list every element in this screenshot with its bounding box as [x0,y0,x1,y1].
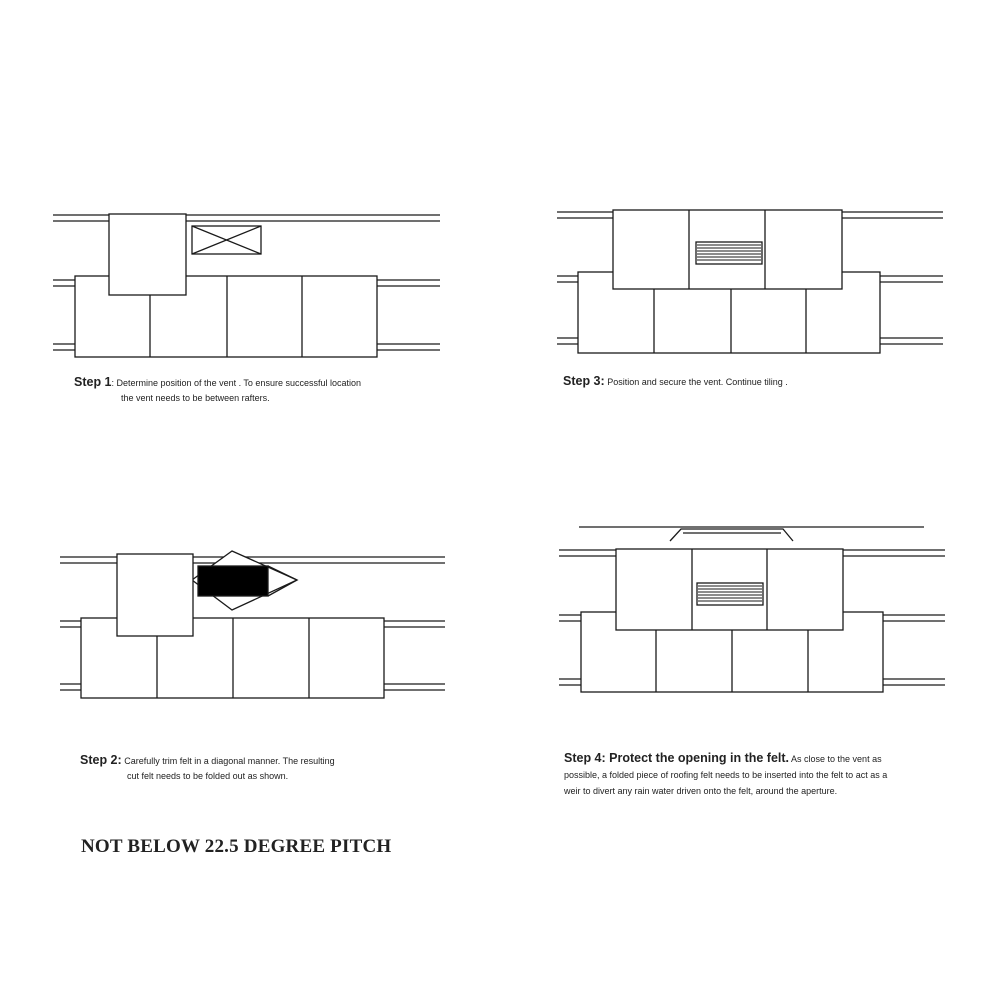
step1-caption-line1 [74,375,361,391]
step2-caption [80,753,335,784]
step1-heading: Step 1 [74,375,112,389]
step1-caption [74,375,361,406]
step4-caption-line1 [564,750,887,767]
step3-text-line1: Position and secure the vent. Continue tiling . [604,377,788,387]
step4-text-line2: possible, a folded piece of roofing felt needs to be inserted into the felt to act as a [564,770,888,780]
step2-diagram [60,551,445,698]
step4-heading: Step 4: Protect the opening in the felt. [564,751,790,765]
step4-diagram [559,527,945,692]
roof-tile [109,214,186,295]
step4-text-line1: As close to the vent as [789,754,882,764]
felt-weir [579,527,924,541]
vent-grille [697,583,763,605]
step1-text-line1: : Determine position of the vent . To ensure successful location [111,378,361,388]
step2-heading: Step 2: [80,753,122,767]
step2-text-line2: cut felt needs to be folded out as shown. [127,771,289,781]
step3-caption [563,374,788,390]
step2-caption-line1 [80,753,335,769]
step4-caption [564,750,887,799]
step1-text-line2: the vent needs to be between rafters. [121,393,270,403]
vent-position-marker [192,226,261,254]
pitch-warning-note: NOT BELOW 22.5 DEGREE PITCH [81,836,392,857]
vent-grille [696,242,762,264]
step2-text-line1: Carefully trim felt in a diagonal manner. The resulting [121,756,335,766]
step3-caption-line1 [563,374,788,390]
roof-tile [117,554,193,636]
step1-diagram [53,214,440,357]
step4-text-line3: weir to divert any rain water driven onto the felt, around the aperture. [564,786,838,796]
step3-heading: Step 3: [563,374,605,388]
step3-diagram [557,210,943,353]
felt-cut-diamond [192,551,297,610]
